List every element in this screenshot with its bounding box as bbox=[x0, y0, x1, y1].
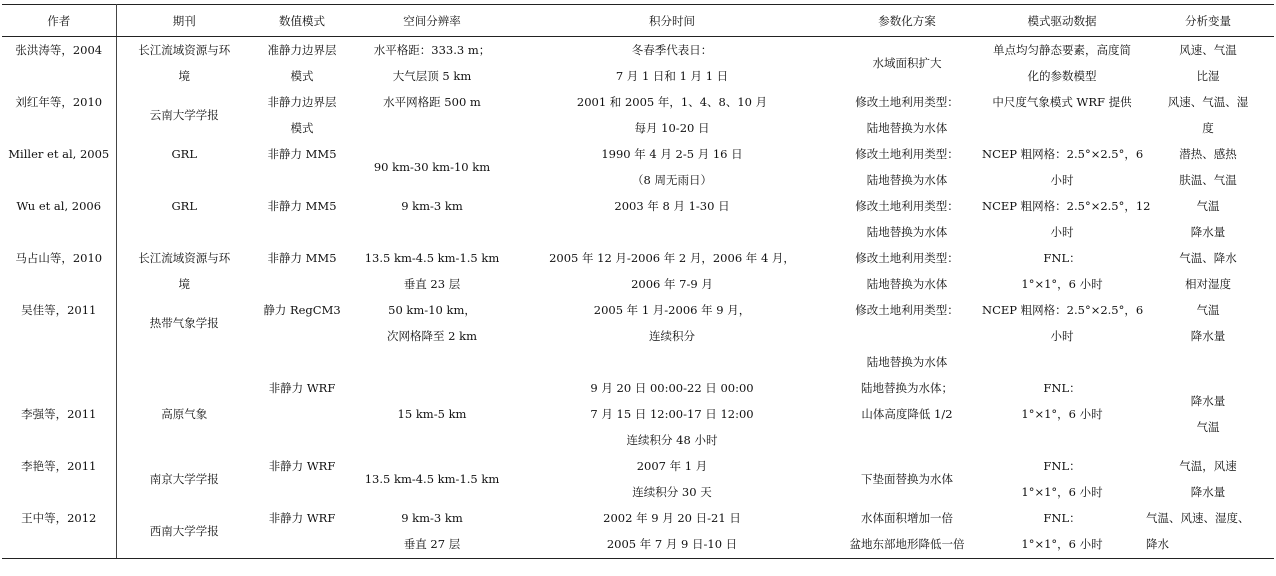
cell-line: 陆地替换为水体 bbox=[866, 355, 948, 369]
cell-journal bbox=[116, 37, 252, 90]
cell-line: 陆地替换为水体 bbox=[866, 121, 948, 135]
cell-model bbox=[252, 297, 352, 375]
cell-line: 气温、风速、湿度、 bbox=[1146, 511, 1250, 525]
cell-line: 境 bbox=[178, 277, 190, 291]
cell-driver bbox=[982, 89, 1142, 141]
cell-line: 1°×1°，6 小时 bbox=[1021, 537, 1103, 551]
cell-line: 2007 年 1 月 bbox=[636, 459, 708, 473]
cell-line: 2006 年 7-9 月 bbox=[631, 277, 713, 291]
cell-time bbox=[512, 193, 832, 245]
cell-line: 降水量 bbox=[1190, 394, 1226, 408]
table-row bbox=[2, 141, 1274, 193]
cell-line: GRL bbox=[171, 199, 197, 213]
cell-author bbox=[2, 37, 116, 90]
cell-line: 李强等，2011 bbox=[21, 407, 97, 421]
cell-line: 小时 bbox=[1050, 329, 1074, 343]
cell-line: 降水量 bbox=[1190, 329, 1226, 343]
cell-line: 非静力 WRF bbox=[268, 381, 336, 395]
cell-line: 气温、降水 bbox=[1179, 251, 1237, 265]
cell-driver bbox=[982, 193, 1151, 245]
cell-author bbox=[2, 297, 116, 375]
cell-line: 王中等，2012 bbox=[21, 511, 97, 525]
cell-line: 15 km-5 km bbox=[397, 407, 467, 421]
cell-line: FNL： bbox=[1043, 511, 1081, 525]
cell-line: 气温 bbox=[1196, 199, 1220, 213]
cell-driver bbox=[982, 37, 1142, 90]
cell-line: 降水量 bbox=[1190, 485, 1226, 499]
cell-line: 非静力边界层 bbox=[267, 95, 337, 109]
cell-line: 非静力 WRF bbox=[268, 511, 336, 525]
cell-line: 大气层顶 5 km bbox=[392, 69, 472, 83]
cell-line: 刘红年等，2010 bbox=[15, 95, 103, 109]
cell-line: 长江流域资源与环 bbox=[138, 43, 231, 57]
cell-line: 气温 bbox=[1196, 303, 1220, 317]
cell-line: 高原气象 bbox=[161, 407, 208, 421]
cell-line: 降水 bbox=[1146, 537, 1169, 551]
cell-line: 陆地替换为水体 bbox=[866, 225, 948, 239]
table-row bbox=[2, 37, 1274, 90]
cell-line: 13.5 km-4.5 km-1.5 km bbox=[364, 251, 500, 265]
cell-line: FNL： bbox=[1043, 381, 1081, 395]
header-row bbox=[2, 5, 1274, 37]
cell-line: 非静力 MM5 bbox=[267, 199, 337, 213]
cell-line: 境 bbox=[178, 69, 190, 83]
cell-journal bbox=[116, 193, 252, 245]
cell-line: 陆地替换为水体 bbox=[866, 277, 948, 291]
cell-vars bbox=[1142, 245, 1274, 297]
cell-scheme bbox=[832, 37, 982, 90]
cell-vars bbox=[1142, 89, 1274, 141]
cell-author bbox=[2, 375, 116, 453]
cell-line: 吴佳等，2011 bbox=[21, 303, 97, 317]
cell-line: 小时 bbox=[1050, 225, 1074, 239]
cell-line: 比湿 bbox=[1196, 69, 1220, 83]
cell-journal bbox=[116, 297, 252, 375]
cell-line: 50 km-10 km， bbox=[388, 303, 476, 317]
cell-line: 连续积分 48 小时 bbox=[626, 433, 718, 447]
cell-line: Wu et al, 2006 bbox=[16, 199, 102, 213]
cell-line: 2005 年 1 月-2006 年 9 月， bbox=[593, 303, 751, 317]
cell-line: 2005 年 7 月 9 日-10 日 bbox=[606, 537, 738, 551]
cell-driver bbox=[982, 141, 1142, 193]
cell-line: 盆地东部地形降低一倍 bbox=[849, 537, 965, 551]
cell-line: FNL： bbox=[1043, 251, 1081, 265]
cell-model bbox=[252, 89, 352, 141]
cell-line: 90 km-30 km-10 km bbox=[373, 160, 491, 174]
cell-line: 7 月 1 日和 1 月 1 日 bbox=[615, 69, 729, 83]
cell-journal bbox=[116, 141, 252, 193]
cell-line: 张洪涛等，2004 bbox=[15, 43, 103, 57]
table-row bbox=[2, 245, 1274, 297]
cell-line: 水平格距：333.3 m； bbox=[373, 43, 491, 57]
cell-line: 长江流域资源与环 bbox=[138, 251, 231, 265]
cell-vars bbox=[1142, 297, 1274, 375]
cell-line: 13.5 km-4.5 km-1.5 km bbox=[364, 472, 500, 486]
table-row bbox=[2, 193, 1274, 245]
cell-line: 垂直 23 层 bbox=[403, 277, 461, 291]
cell-resolution bbox=[352, 453, 512, 505]
cell-line: 准静力边界层 bbox=[267, 43, 337, 57]
cell-model bbox=[252, 141, 352, 193]
cell-line: 小时 bbox=[1050, 173, 1074, 187]
cell-journal bbox=[116, 89, 252, 141]
cell-line: 1990 年 4 月 2-5 月 16 日 bbox=[601, 147, 743, 161]
cell-line: 模式 bbox=[290, 121, 314, 135]
cell-line: NCEP 粗网格：2.5°×2.5°，6 bbox=[982, 147, 1144, 161]
cell-line: 李艳等，2011 bbox=[21, 459, 97, 473]
cell-line: 气温 bbox=[1196, 420, 1220, 434]
cell-line: 水域面积扩大 bbox=[872, 56, 942, 70]
cell-author bbox=[2, 89, 116, 141]
cell-line: 马占山等，2010 bbox=[15, 251, 103, 265]
cell-model bbox=[252, 505, 352, 558]
cell-model bbox=[252, 453, 352, 505]
cell-line: 单点均匀静态要素，高度简 bbox=[993, 43, 1131, 57]
cell-time bbox=[512, 89, 832, 141]
cell-line: 2005 年 12 月-2006 年 2 月，2006 年 4 月， bbox=[549, 251, 795, 265]
cell-driver bbox=[982, 297, 1142, 375]
cell-scheme bbox=[832, 89, 982, 141]
cell-time bbox=[512, 297, 832, 375]
cell-line: 度 bbox=[1202, 121, 1214, 135]
cell-resolution bbox=[352, 505, 512, 558]
cell-resolution bbox=[352, 193, 512, 245]
cell-line: 连续积分 30 天 bbox=[632, 485, 712, 499]
cell-line: 2003 年 8 月 1-30 日 bbox=[614, 199, 730, 213]
cell-line: 水体面积增加一倍 bbox=[861, 511, 953, 525]
cell-vars bbox=[1142, 141, 1274, 193]
cell-line: GRL bbox=[171, 147, 197, 161]
cell-line: 肤温、气温 bbox=[1179, 173, 1237, 187]
cell-resolution bbox=[352, 37, 512, 90]
cell-line: 西南大学学报 bbox=[149, 524, 219, 539]
cell-time bbox=[512, 37, 832, 90]
cell-line: 修改土地利用类型： bbox=[855, 147, 959, 161]
cell-author bbox=[2, 245, 116, 297]
header-resolution: 空间分辨率 bbox=[352, 5, 512, 37]
cell-line: 非静力 MM5 bbox=[267, 251, 337, 265]
cell-line: 9 km-3 km bbox=[401, 199, 463, 213]
table-row bbox=[2, 297, 1274, 375]
table-row bbox=[2, 505, 1274, 558]
cell-line: 9 km-3 km bbox=[401, 511, 463, 525]
cell-author bbox=[2, 141, 116, 193]
cell-journal bbox=[116, 375, 252, 453]
table-row bbox=[2, 89, 1274, 141]
cell-vars bbox=[1142, 193, 1274, 245]
table-row bbox=[2, 375, 1274, 453]
cell-scheme bbox=[832, 141, 982, 193]
cell-time bbox=[512, 245, 832, 297]
cell-scheme bbox=[832, 375, 982, 453]
header-scheme: 参数化方案 bbox=[832, 5, 982, 37]
cell-line: 陆地替换为水体 bbox=[866, 173, 948, 187]
cell-line: 潜热、感热 bbox=[1179, 147, 1237, 161]
table-row bbox=[2, 453, 1274, 505]
cell-line: 修改土地利用类型： bbox=[855, 251, 959, 265]
cell-time bbox=[512, 505, 832, 558]
cell-resolution bbox=[352, 89, 512, 141]
cell-line: 下垫面替换为水体 bbox=[861, 472, 953, 486]
cell-line: 热带气象学报 bbox=[149, 316, 219, 330]
cell-line: 中尺度气象模式 WRF 提供 bbox=[992, 95, 1132, 109]
header-vars: 分析变量 bbox=[1142, 5, 1274, 37]
cell-line: 垂直 27 层 bbox=[403, 537, 461, 551]
cell-driver bbox=[982, 375, 1142, 453]
cell-journal bbox=[116, 453, 252, 505]
cell-line: 修改土地利用类型： bbox=[855, 95, 959, 109]
cell-vars bbox=[1142, 453, 1274, 505]
cell-resolution bbox=[352, 297, 512, 375]
header-driver: 模式驱动数据 bbox=[982, 5, 1142, 37]
header-author: 作者 bbox=[2, 5, 116, 37]
cell-resolution bbox=[352, 375, 512, 453]
cell-author bbox=[2, 505, 116, 558]
cell-author bbox=[2, 193, 116, 245]
cell-line: 每月 10-20 日 bbox=[634, 121, 710, 135]
cell-line: 模式 bbox=[290, 69, 314, 83]
cell-driver bbox=[982, 505, 1142, 558]
cell-time bbox=[512, 141, 832, 193]
cell-line: 陆地替换为水体； bbox=[861, 381, 953, 395]
cell-line: 7 月 15 日 12:00-17 日 12:00 bbox=[590, 407, 754, 421]
cell-resolution bbox=[352, 245, 512, 297]
header-time: 积分时间 bbox=[512, 5, 832, 37]
cell-line: 水平网格距 500 m bbox=[383, 95, 481, 109]
cell-line: 修改土地利用类型： bbox=[855, 303, 959, 317]
cell-model bbox=[252, 37, 352, 90]
cell-model bbox=[252, 245, 352, 297]
cell-line: 修改土地利用类型： bbox=[855, 199, 959, 213]
cell-line: 气温，风速 bbox=[1179, 459, 1237, 473]
cell-scheme bbox=[832, 245, 982, 297]
cell-line: 云南大学学报 bbox=[149, 108, 219, 122]
cell-vars bbox=[1142, 37, 1274, 90]
comparison-table bbox=[2, 4, 1274, 559]
cell-line: FNL： bbox=[1043, 459, 1081, 473]
table-body bbox=[2, 37, 1274, 559]
cell-line: 山体高度降低 1/2 bbox=[861, 407, 953, 421]
cell-line: 1°×1°，6 小时 bbox=[1021, 277, 1103, 291]
cell-line: 9 月 20 日 00:00-22 日 00:00 bbox=[590, 381, 754, 395]
cell-resolution bbox=[352, 141, 512, 193]
cell-line: 南京大学学报 bbox=[149, 472, 219, 486]
cell-time bbox=[512, 453, 832, 505]
cell-line: 2002 年 9 月 20 日-21 日 bbox=[603, 511, 741, 525]
cell-driver bbox=[982, 453, 1142, 505]
cell-line: 1°×1°，6 小时 bbox=[1021, 407, 1103, 421]
cell-line: 风速、气温、湿 bbox=[1167, 95, 1249, 109]
cell-line: Miller et al, 2005 bbox=[8, 147, 110, 161]
cell-line: 非静力 MM5 bbox=[267, 147, 337, 161]
cell-line: NCEP 粗网格：2.5°×2.5°，12 bbox=[982, 199, 1151, 213]
cell-scheme bbox=[832, 453, 982, 505]
cell-vars bbox=[1142, 505, 1274, 558]
header-model: 数值模式 bbox=[252, 5, 352, 37]
cell-scheme bbox=[832, 193, 982, 245]
cell-line: 化的参数模型 bbox=[1027, 69, 1097, 83]
cell-line: NCEP 粗网格：2.5°×2.5°，6 bbox=[982, 303, 1144, 317]
cell-model bbox=[252, 193, 352, 245]
cell-vars bbox=[1142, 375, 1274, 453]
cell-line: 静力 RegCM3 bbox=[263, 303, 341, 317]
header-journal: 期刊 bbox=[116, 5, 252, 37]
cell-model bbox=[252, 375, 352, 453]
cell-line: 非静力 WRF bbox=[268, 459, 336, 473]
cell-line: 2001 和 2005 年，1、4、8、10 月 bbox=[576, 95, 768, 109]
cell-scheme bbox=[832, 505, 982, 558]
cell-scheme bbox=[832, 297, 982, 375]
cell-line: 1°×1°，6 小时 bbox=[1021, 485, 1103, 499]
cell-author bbox=[2, 453, 116, 505]
cell-journal bbox=[116, 245, 252, 297]
cell-line: （8 周无雨日） bbox=[632, 173, 712, 187]
cell-line: 降水量 bbox=[1190, 225, 1226, 239]
cell-time bbox=[512, 375, 832, 453]
cell-journal bbox=[116, 505, 252, 558]
cell-line: 风速、气温 bbox=[1179, 43, 1237, 57]
cell-line: 相对湿度 bbox=[1185, 277, 1231, 291]
cell-driver bbox=[982, 245, 1142, 297]
cell-line: 次网格降至 2 km bbox=[386, 329, 477, 343]
cell-line: 连续积分 bbox=[649, 329, 695, 343]
cell-line: 冬春季代表日： bbox=[631, 43, 713, 57]
